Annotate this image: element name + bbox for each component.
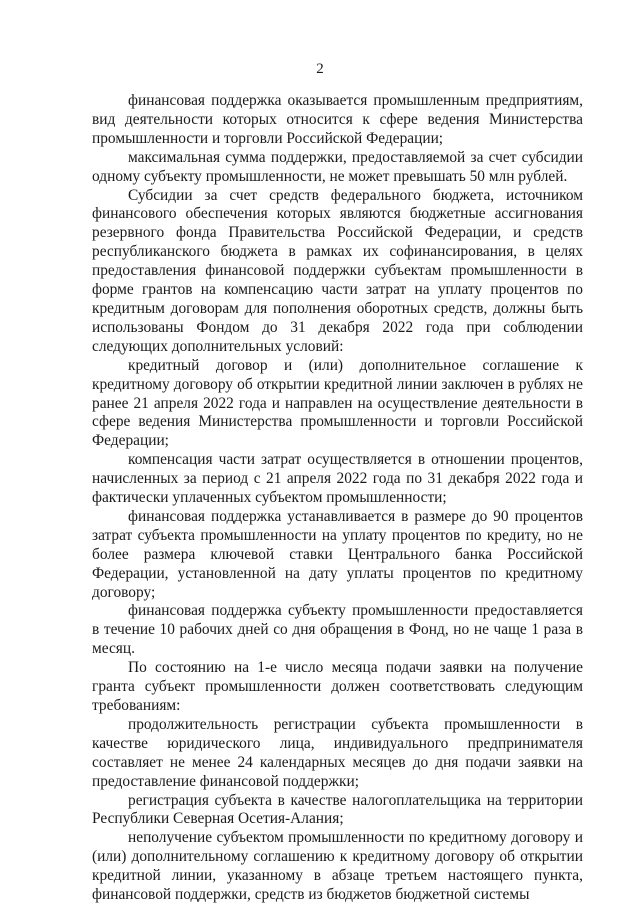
paragraph-support-recipients: финансовая поддержка оказывается промышленным предприятиям, вид деятельности которых относится к сфере ведения Министерства промышленности и торговли Российской Федерации;	[92, 92, 583, 147]
paragraph-registration-duration: продолжительность регистрации субъекта промышленности в качестве юридического лица, индивидуального предпринимателя составляет не менее 24 календарных месяцев до дня подачи заявки на предоставление финансовой поддержки;	[92, 715, 583, 790]
paragraph-applicant-requirements: По состоянию на 1-е число месяца подачи заявки на получение гранта субъект промышленности должен соответствовать следующим требованиям:	[92, 659, 583, 714]
document-body	[92, 92, 583, 905]
paragraph-credit-agreement: кредитный договор и (или) дополнительное соглашение к кредитному договору об открытии кредитной линии заключен в рублях не ранее 21 апреля 2022 года и направлен на осуществление деятельности в сфере ведения Министерства промышленности и торговли Российской Федерации;	[92, 356, 583, 450]
paragraph-interest-compensation: компенсация части затрат осуществляется в отношении процентов, начисленных за период с 21 апреля 2022 года по 31 декабря 2022 года и фактически уплаченных субъектом промышленности;	[92, 451, 583, 507]
paragraph-max-amount: максимальная сумма поддержки, предоставляемой за счет субсидии одному субъекту промышленности, не может превышать 50 млн рублей.	[92, 148, 583, 185]
paragraph-support-size: финансовая поддержка устанавливается в размере до 90 процентов затрат субъекта промышленности на уплату процентов по кредиту, но не более размера ключевой ставки Центрального банка Российской Федерации, установленной на дату уплаты процентов по кредитному договору;	[92, 507, 583, 601]
paragraph-support-timing: финансовая поддержка субъекту промышленности предоставляется в течение 10 рабочих дней со дня обращения в Фонд, но не чаще 1 раза в месяц.	[92, 602, 583, 658]
page-number: 2	[316, 61, 324, 77]
paragraph-tax-registration: регистрация субъекта в качестве налогоплательщика на территории Республики Северная Осетия-Алания;	[92, 791, 583, 828]
paragraph-subsidy-conditions: Субсидии за счет средств федерального бюджета, источником финансового обеспечения которых являются бюджетные ассигнования резервного фонда Правительства Российской Федерации, и средств республиканского бюджета в рамках их софинансирования, в целях предоставления финансовой поддержки субъектам промышленности в форме грантов на компенсацию части затрат на уплату процентов по кредитным договорам для пополнения оборотных средств, должны быть использованы Фондом до 31 декабря 2022 года при соблюдении следующих дополнительных условий:	[92, 186, 583, 355]
paragraph-no-prior-support: неполучение субъектом промышленности по кредитному договору и (или) дополнительному соглашению к кредитному договору об открытии кредитной линии, указанному в абзаце третьем настоящего пункта, финансовой поддержки, средств из бюджетов бюджетной системы	[92, 829, 583, 904]
